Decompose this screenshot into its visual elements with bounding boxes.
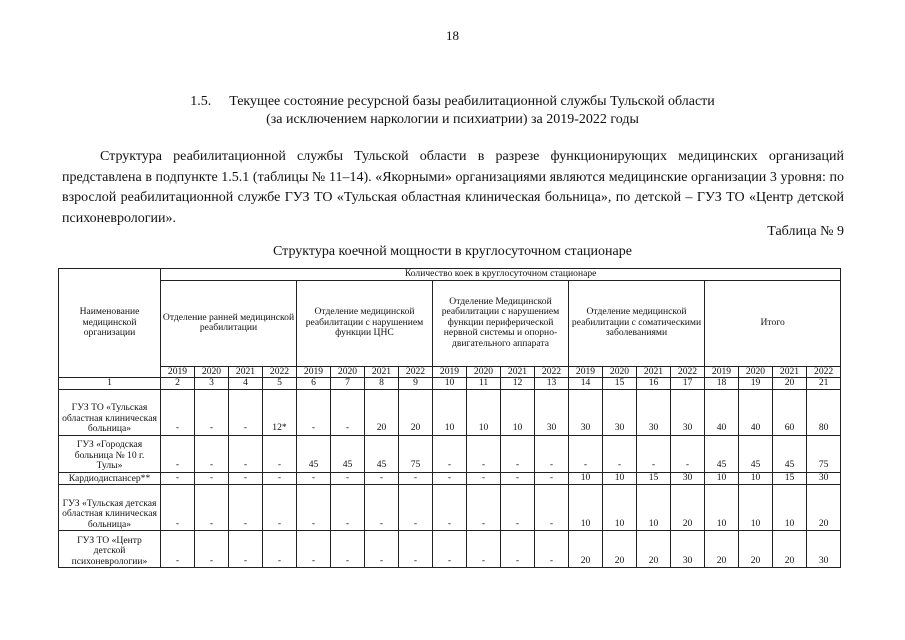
department-group-header: Отделение Медицинской реабилитации с нарушением функции периферической нервной системы и опорно-двигательного аппарата bbox=[433, 280, 569, 366]
org-name-cell: ГУЗ ТО «Тульская областная клиническая больница» bbox=[59, 389, 161, 435]
value-cell: 20 bbox=[773, 531, 807, 568]
value-cell: 12* bbox=[263, 389, 297, 435]
year-header: 2021 bbox=[637, 366, 671, 378]
year-header: 2019 bbox=[297, 366, 331, 378]
value-cell: 20 bbox=[807, 485, 841, 531]
value-cell: - bbox=[297, 531, 331, 568]
value-cell: 30 bbox=[671, 531, 705, 568]
column-number: 1 bbox=[59, 378, 161, 390]
year-header: 2019 bbox=[705, 366, 739, 378]
column-number: 14 bbox=[569, 378, 603, 390]
value-cell: 45 bbox=[739, 435, 773, 472]
value-cell: - bbox=[263, 485, 297, 531]
department-group-header: Отделение ранней медицинской реабилитации bbox=[161, 280, 297, 366]
year-header: 2020 bbox=[331, 366, 365, 378]
bed-capacity-table bbox=[58, 268, 841, 568]
org-name-header: Наименование медицинской организации bbox=[59, 269, 161, 378]
year-header: 2020 bbox=[467, 366, 501, 378]
column-number: 16 bbox=[637, 378, 671, 390]
value-cell: - bbox=[229, 531, 263, 568]
year-header: 2021 bbox=[229, 366, 263, 378]
value-cell: 75 bbox=[399, 435, 433, 472]
value-cell: 10 bbox=[773, 485, 807, 531]
value-cell: 10 bbox=[501, 389, 535, 435]
value-cell: 40 bbox=[705, 389, 739, 435]
value-cell: 30 bbox=[671, 472, 705, 485]
column-number: 7 bbox=[331, 378, 365, 390]
table-row bbox=[59, 389, 841, 435]
value-cell: - bbox=[603, 435, 637, 472]
value-cell: - bbox=[263, 435, 297, 472]
org-name-cell: ГУЗ «Городская больница № 10 г. Тулы» bbox=[59, 435, 161, 472]
value-cell: - bbox=[501, 485, 535, 531]
column-number: 8 bbox=[365, 378, 399, 390]
year-header: 2021 bbox=[365, 366, 399, 378]
year-header: 2022 bbox=[671, 366, 705, 378]
value-cell: 10 bbox=[603, 472, 637, 485]
column-number: 5 bbox=[263, 378, 297, 390]
column-number: 10 bbox=[433, 378, 467, 390]
org-name-cell: ГУЗ ТО «Центр детской психоневрологии» bbox=[59, 531, 161, 568]
value-cell: 30 bbox=[807, 531, 841, 568]
value-cell: - bbox=[161, 389, 195, 435]
value-cell: 20 bbox=[399, 389, 433, 435]
header-row-years bbox=[59, 366, 841, 378]
table-row bbox=[59, 435, 841, 472]
value-cell: - bbox=[331, 472, 365, 485]
column-number: 19 bbox=[739, 378, 773, 390]
value-cell: - bbox=[365, 531, 399, 568]
column-number: 20 bbox=[773, 378, 807, 390]
value-cell: - bbox=[365, 472, 399, 485]
section-number: 1.5. bbox=[190, 94, 212, 109]
column-number: 9 bbox=[399, 378, 433, 390]
value-cell: 30 bbox=[569, 389, 603, 435]
value-cell: 45 bbox=[705, 435, 739, 472]
value-cell: 10 bbox=[433, 389, 467, 435]
value-cell: 45 bbox=[331, 435, 365, 472]
year-header: 2022 bbox=[535, 366, 569, 378]
value-cell: - bbox=[195, 389, 229, 435]
year-header: 2019 bbox=[569, 366, 603, 378]
value-cell: 15 bbox=[773, 472, 807, 485]
value-cell: - bbox=[229, 485, 263, 531]
column-number: 11 bbox=[467, 378, 501, 390]
value-cell: - bbox=[433, 531, 467, 568]
column-number: 2 bbox=[161, 378, 195, 390]
department-group-header: Отделение медицинской реабилитации с соматическими заболеваниями bbox=[569, 280, 705, 366]
year-header: 2020 bbox=[603, 366, 637, 378]
value-cell: 80 bbox=[807, 389, 841, 435]
value-cell: - bbox=[229, 435, 263, 472]
value-cell: - bbox=[161, 531, 195, 568]
value-cell: - bbox=[535, 472, 569, 485]
value-cell: - bbox=[535, 485, 569, 531]
value-cell: - bbox=[501, 531, 535, 568]
value-cell: 10 bbox=[569, 485, 603, 531]
column-number: 18 bbox=[705, 378, 739, 390]
column-number: 4 bbox=[229, 378, 263, 390]
value-cell: 10 bbox=[603, 485, 637, 531]
value-cell: - bbox=[399, 531, 433, 568]
value-cell: - bbox=[195, 435, 229, 472]
value-cell: 10 bbox=[705, 485, 739, 531]
value-cell: - bbox=[433, 472, 467, 485]
year-header: 2019 bbox=[161, 366, 195, 378]
column-number: 17 bbox=[671, 378, 705, 390]
value-cell: 10 bbox=[569, 472, 603, 485]
year-header: 2019 bbox=[433, 366, 467, 378]
year-header: 2021 bbox=[773, 366, 807, 378]
value-cell: 20 bbox=[705, 531, 739, 568]
value-cell: 20 bbox=[569, 531, 603, 568]
org-name-cell: ГУЗ «Тульская детская областная клиническая больница» bbox=[59, 485, 161, 531]
value-cell: 30 bbox=[637, 389, 671, 435]
column-number: 13 bbox=[535, 378, 569, 390]
value-cell: 10 bbox=[637, 485, 671, 531]
value-cell: 20 bbox=[637, 531, 671, 568]
value-cell: - bbox=[467, 435, 501, 472]
year-header: 2021 bbox=[501, 366, 535, 378]
value-cell: 30 bbox=[603, 389, 637, 435]
value-cell: - bbox=[195, 472, 229, 485]
value-cell: - bbox=[161, 435, 195, 472]
year-header: 2022 bbox=[263, 366, 297, 378]
value-cell: - bbox=[195, 485, 229, 531]
value-cell: - bbox=[229, 389, 263, 435]
column-number: 3 bbox=[195, 378, 229, 390]
value-cell: - bbox=[569, 435, 603, 472]
value-cell: - bbox=[195, 531, 229, 568]
year-header: 2022 bbox=[807, 366, 841, 378]
column-number: 21 bbox=[807, 378, 841, 390]
value-cell: - bbox=[433, 485, 467, 531]
department-group-header: Отделение медицинской реабилитации с нарушением функции ЦНС bbox=[297, 280, 433, 366]
value-cell: 10 bbox=[467, 389, 501, 435]
value-cell: 30 bbox=[671, 389, 705, 435]
year-header: 2020 bbox=[195, 366, 229, 378]
org-name-cell: Кардиодиспансер** bbox=[59, 472, 161, 485]
value-cell: - bbox=[331, 531, 365, 568]
table-row bbox=[59, 485, 841, 531]
value-cell: - bbox=[263, 472, 297, 485]
value-cell: - bbox=[467, 485, 501, 531]
value-cell: - bbox=[331, 485, 365, 531]
value-cell: 75 bbox=[807, 435, 841, 472]
value-cell: - bbox=[229, 472, 263, 485]
beds-count-header: Количество коек в круглосуточном стационаре bbox=[161, 269, 841, 281]
section-title-line-2: (за исключением наркологии и психиатрии) за 2019-2022 годы bbox=[266, 112, 639, 127]
value-cell: 15 bbox=[637, 472, 671, 485]
value-cell: 45 bbox=[773, 435, 807, 472]
value-cell: - bbox=[297, 485, 331, 531]
value-cell: - bbox=[297, 389, 331, 435]
header-row-main bbox=[59, 269, 841, 281]
header-row-column-numbers bbox=[59, 378, 841, 390]
value-cell: 30 bbox=[535, 389, 569, 435]
value-cell: - bbox=[671, 435, 705, 472]
page-number: 18 bbox=[446, 28, 459, 43]
value-cell: - bbox=[501, 472, 535, 485]
value-cell: - bbox=[161, 485, 195, 531]
header-row-groups bbox=[59, 280, 841, 366]
section-heading-line-1 bbox=[0, 93, 905, 111]
value-cell: 45 bbox=[365, 435, 399, 472]
value-cell: 10 bbox=[739, 485, 773, 531]
section-title-line-1: Текущее состояние ресурсной базы реабилитационной службы Тульской области bbox=[229, 94, 715, 109]
value-cell: 60 bbox=[773, 389, 807, 435]
department-group-header: Итого bbox=[705, 280, 841, 366]
column-number: 12 bbox=[501, 378, 535, 390]
value-cell: - bbox=[433, 435, 467, 472]
value-cell: 45 bbox=[297, 435, 331, 472]
value-cell: 20 bbox=[365, 389, 399, 435]
value-cell: - bbox=[501, 435, 535, 472]
value-cell: - bbox=[263, 531, 297, 568]
year-header: 2020 bbox=[739, 366, 773, 378]
value-cell: - bbox=[365, 485, 399, 531]
value-cell: 40 bbox=[739, 389, 773, 435]
year-header: 2022 bbox=[399, 366, 433, 378]
value-cell: 10 bbox=[705, 472, 739, 485]
table-row bbox=[59, 531, 841, 568]
value-cell: - bbox=[535, 435, 569, 472]
value-cell: 20 bbox=[739, 531, 773, 568]
value-cell: 20 bbox=[671, 485, 705, 531]
intro-paragraph: Структура реабилитационной службы Тульской области в разрезе функционирующих медицинских организаций представлена в подпункте 1.5.1 (таблицы № 11–14). «Якорными» организациями являются медицинские организации 3 уровня: по взрослой реабилитационной службе ГУЗ ТО «Тульская областная клиническая больница», по детской – ГУЗ ТО «Центр детской психоневрологии». bbox=[62, 149, 844, 226]
value-cell: - bbox=[399, 485, 433, 531]
table-number: Таблица № 9 bbox=[767, 224, 844, 239]
value-cell: 20 bbox=[603, 531, 637, 568]
value-cell: - bbox=[399, 472, 433, 485]
table-row bbox=[59, 472, 841, 485]
value-cell: - bbox=[637, 435, 671, 472]
value-cell: - bbox=[161, 472, 195, 485]
value-cell: 30 bbox=[807, 472, 841, 485]
value-cell: - bbox=[535, 531, 569, 568]
column-number: 15 bbox=[603, 378, 637, 390]
value-cell: 10 bbox=[739, 472, 773, 485]
value-cell: - bbox=[467, 531, 501, 568]
value-cell: - bbox=[467, 472, 501, 485]
table-caption: Структура коечной мощности в круглосуточном стационаре bbox=[273, 244, 632, 259]
column-number: 6 bbox=[297, 378, 331, 390]
section-heading bbox=[0, 93, 905, 129]
value-cell: - bbox=[331, 389, 365, 435]
value-cell: - bbox=[297, 472, 331, 485]
